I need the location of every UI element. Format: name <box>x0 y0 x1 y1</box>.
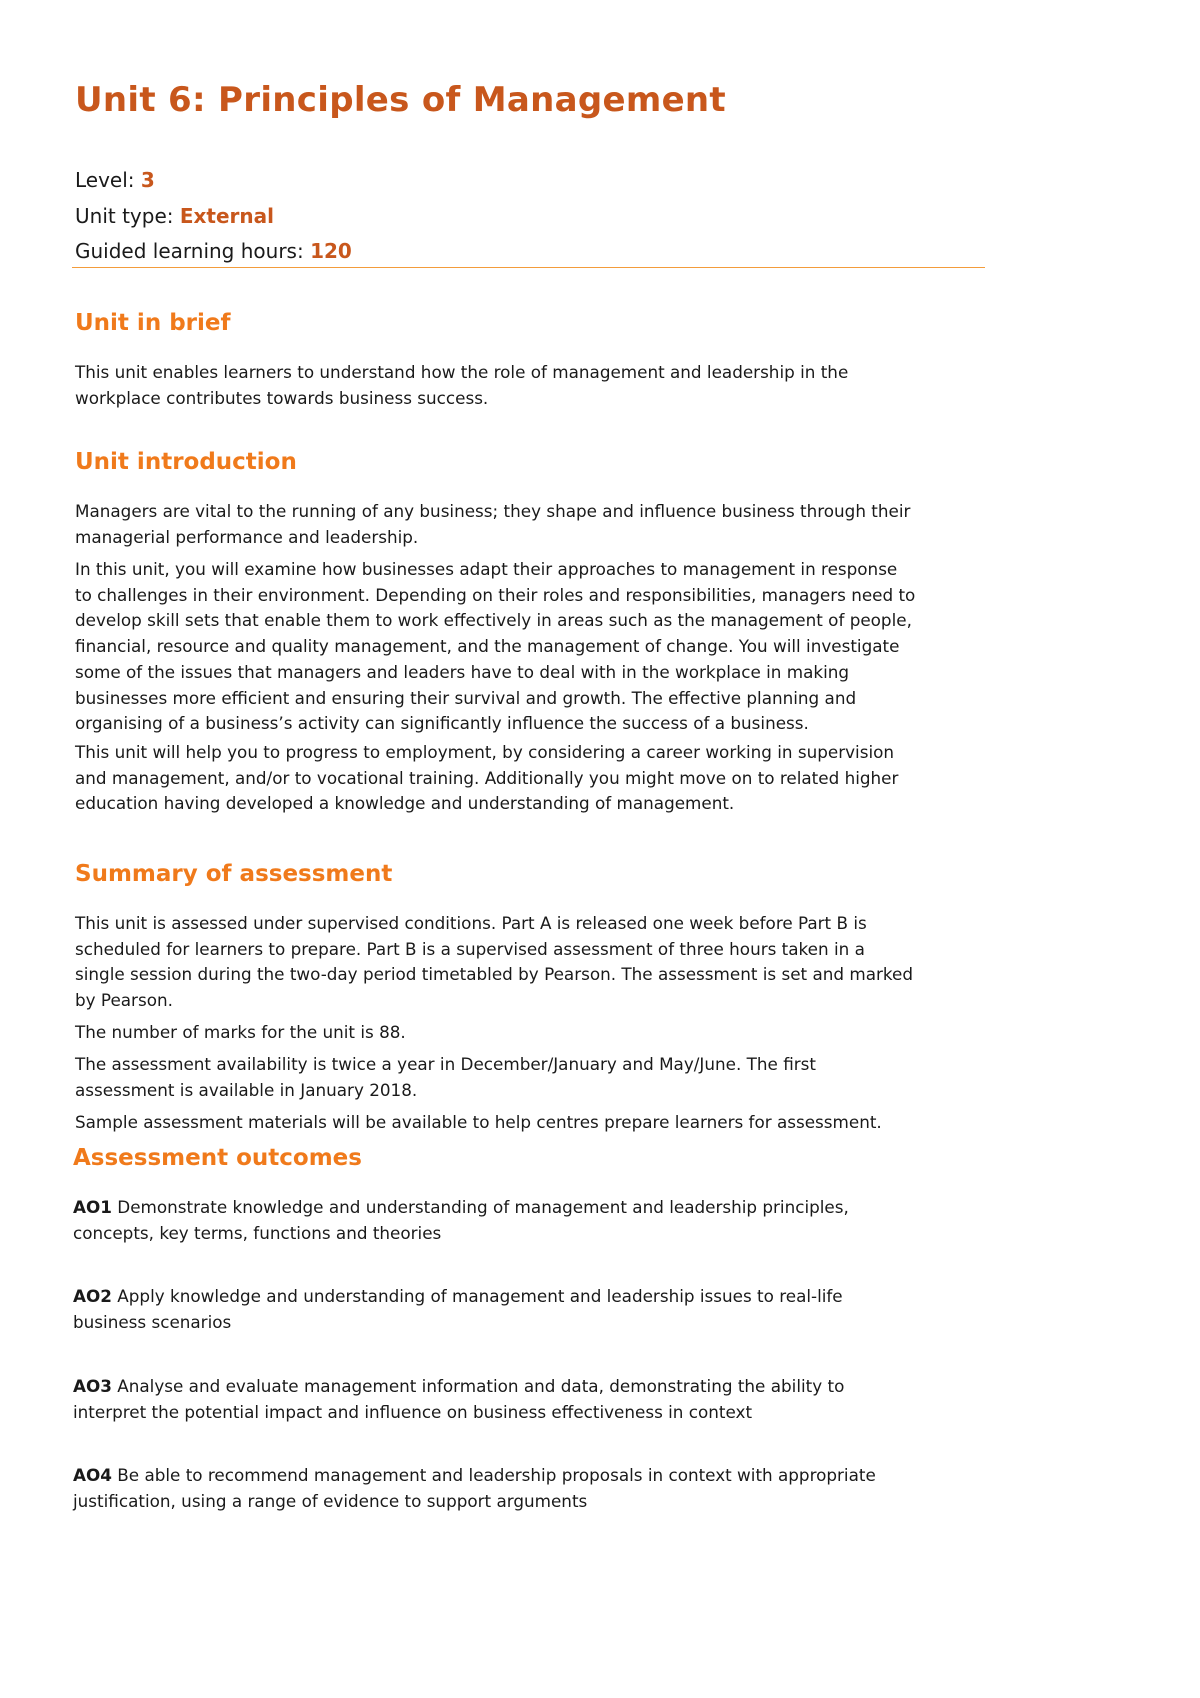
assessment-outcome-ao1 <box>73 1195 983 1246</box>
intro-paragraph-3 <box>75 740 985 817</box>
ao-code: AO1 <box>73 1197 112 1217</box>
unit-in-brief-text <box>75 360 985 411</box>
meta-divider <box>72 267 985 268</box>
ao-text-line: Demonstrate knowledge and understanding of management and leadership principles, <box>117 1197 849 1217</box>
glh-value: 120 <box>310 239 352 263</box>
text-line: to challenges in their environment. Depending on their roles and responsibilities, managers need to <box>75 584 916 605</box>
ao-text-line: business scenarios <box>73 1311 232 1332</box>
text-line: develop skill sets that enable them to work effectively in areas such as the management of people, <box>75 610 912 631</box>
text-line: workplace contributes towards business success. <box>75 387 489 408</box>
assessment-outcomes-heading: Assessment outcomes <box>73 1145 362 1171</box>
ao-text-line: Analyse and evaluate management information and data, demonstrating the ability to <box>117 1376 845 1396</box>
summary-paragraph-4 <box>75 1110 985 1136</box>
level-label: Level: <box>75 168 135 192</box>
level-value: 3 <box>140 168 155 192</box>
text-line: businesses more efficient and ensuring their survival and growth. The effective planning and <box>75 687 857 708</box>
summary-paragraph-1 <box>75 911 985 1014</box>
level-row <box>75 163 985 199</box>
unit-meta <box>75 163 985 270</box>
summary-paragraph-2 <box>75 1020 985 1046</box>
text-line: and management, and/or to vocational training. Additionally you might move on to related higher <box>75 767 899 788</box>
ao-text-line: Apply knowledge and understanding of management and leadership issues to real-life <box>117 1286 843 1306</box>
text-line: Managers are vital to the running of any business; they shape and influence business through their <box>75 501 911 521</box>
text-line: The number of marks for the unit is 88. <box>75 1022 406 1042</box>
ao-text-line: interpret the potential impact and influence on business effectiveness in context <box>73 1401 753 1422</box>
ao-text-line: Be able to recommend management and leadership proposals in context with appropriate <box>117 1465 876 1485</box>
text-line: In this unit, you will examine how businesses adapt their approaches to management in response <box>75 559 898 579</box>
unit-type-label: Unit type: <box>75 203 174 228</box>
ao-text-line: justification, using a range of evidence to support arguments <box>73 1490 588 1511</box>
text-line: by Pearson. <box>75 990 173 1011</box>
unit-type-value: External <box>179 203 274 228</box>
ao-code: AO4 <box>73 1465 112 1485</box>
text-line: scheduled for learners to prepare. Part B is a supervised assessment of three hours taken in a <box>75 938 865 959</box>
text-line: single session during the two-day period timetabled by Pearson. The assessment is set and marked <box>75 964 914 985</box>
summary-of-assessment-heading: Summary of assessment <box>75 861 393 887</box>
text-line: assessment is available in January 2018. <box>75 1079 418 1100</box>
text-line: education having developed a knowledge and understanding of management. <box>75 793 735 814</box>
unit-type-row <box>75 199 985 235</box>
ao-text-line: concepts, key terms, functions and theories <box>73 1222 442 1243</box>
intro-paragraph-1 <box>75 499 985 550</box>
text-line: The assessment availability is twice a year in December/January and May/June. The first <box>75 1054 816 1074</box>
ao-code: AO2 <box>73 1286 112 1306</box>
text-line: financial, resource and quality management, and the management of change. You will investigate <box>75 636 900 657</box>
intro-paragraph-2 <box>75 557 985 737</box>
ao-code: AO3 <box>73 1376 112 1396</box>
unit-in-brief-heading: Unit in brief <box>75 310 231 336</box>
summary-paragraph-3 <box>75 1052 985 1103</box>
text-line: This unit is assessed under supervised conditions. Part A is released one week before Part B is <box>75 913 867 933</box>
unit-introduction-heading: Unit introduction <box>75 449 297 475</box>
assessment-outcome-ao3 <box>73 1374 983 1425</box>
text-line: This unit will help you to progress to employment, by considering a career working in supervision <box>75 742 895 762</box>
assessment-outcome-ao4 <box>73 1463 983 1514</box>
glh-label: Guided learning hours: <box>75 239 304 263</box>
assessment-outcome-ao2 <box>73 1284 983 1335</box>
text-line: managerial performance and leadership. <box>75 526 419 547</box>
text-line: some of the issues that managers and leaders have to deal with in the workplace in making <box>75 661 850 682</box>
page-title: Unit 6: Principles of Management <box>75 80 726 120</box>
text-line: This unit enables learners to understand how the role of management and leadership in the <box>75 362 849 382</box>
text-line: Sample assessment materials will be available to help centres prepare learners for assessment. <box>75 1112 882 1132</box>
text-line: organising of a business’s activity can significantly influence the success of a business. <box>75 713 809 734</box>
glh-row <box>75 234 985 270</box>
